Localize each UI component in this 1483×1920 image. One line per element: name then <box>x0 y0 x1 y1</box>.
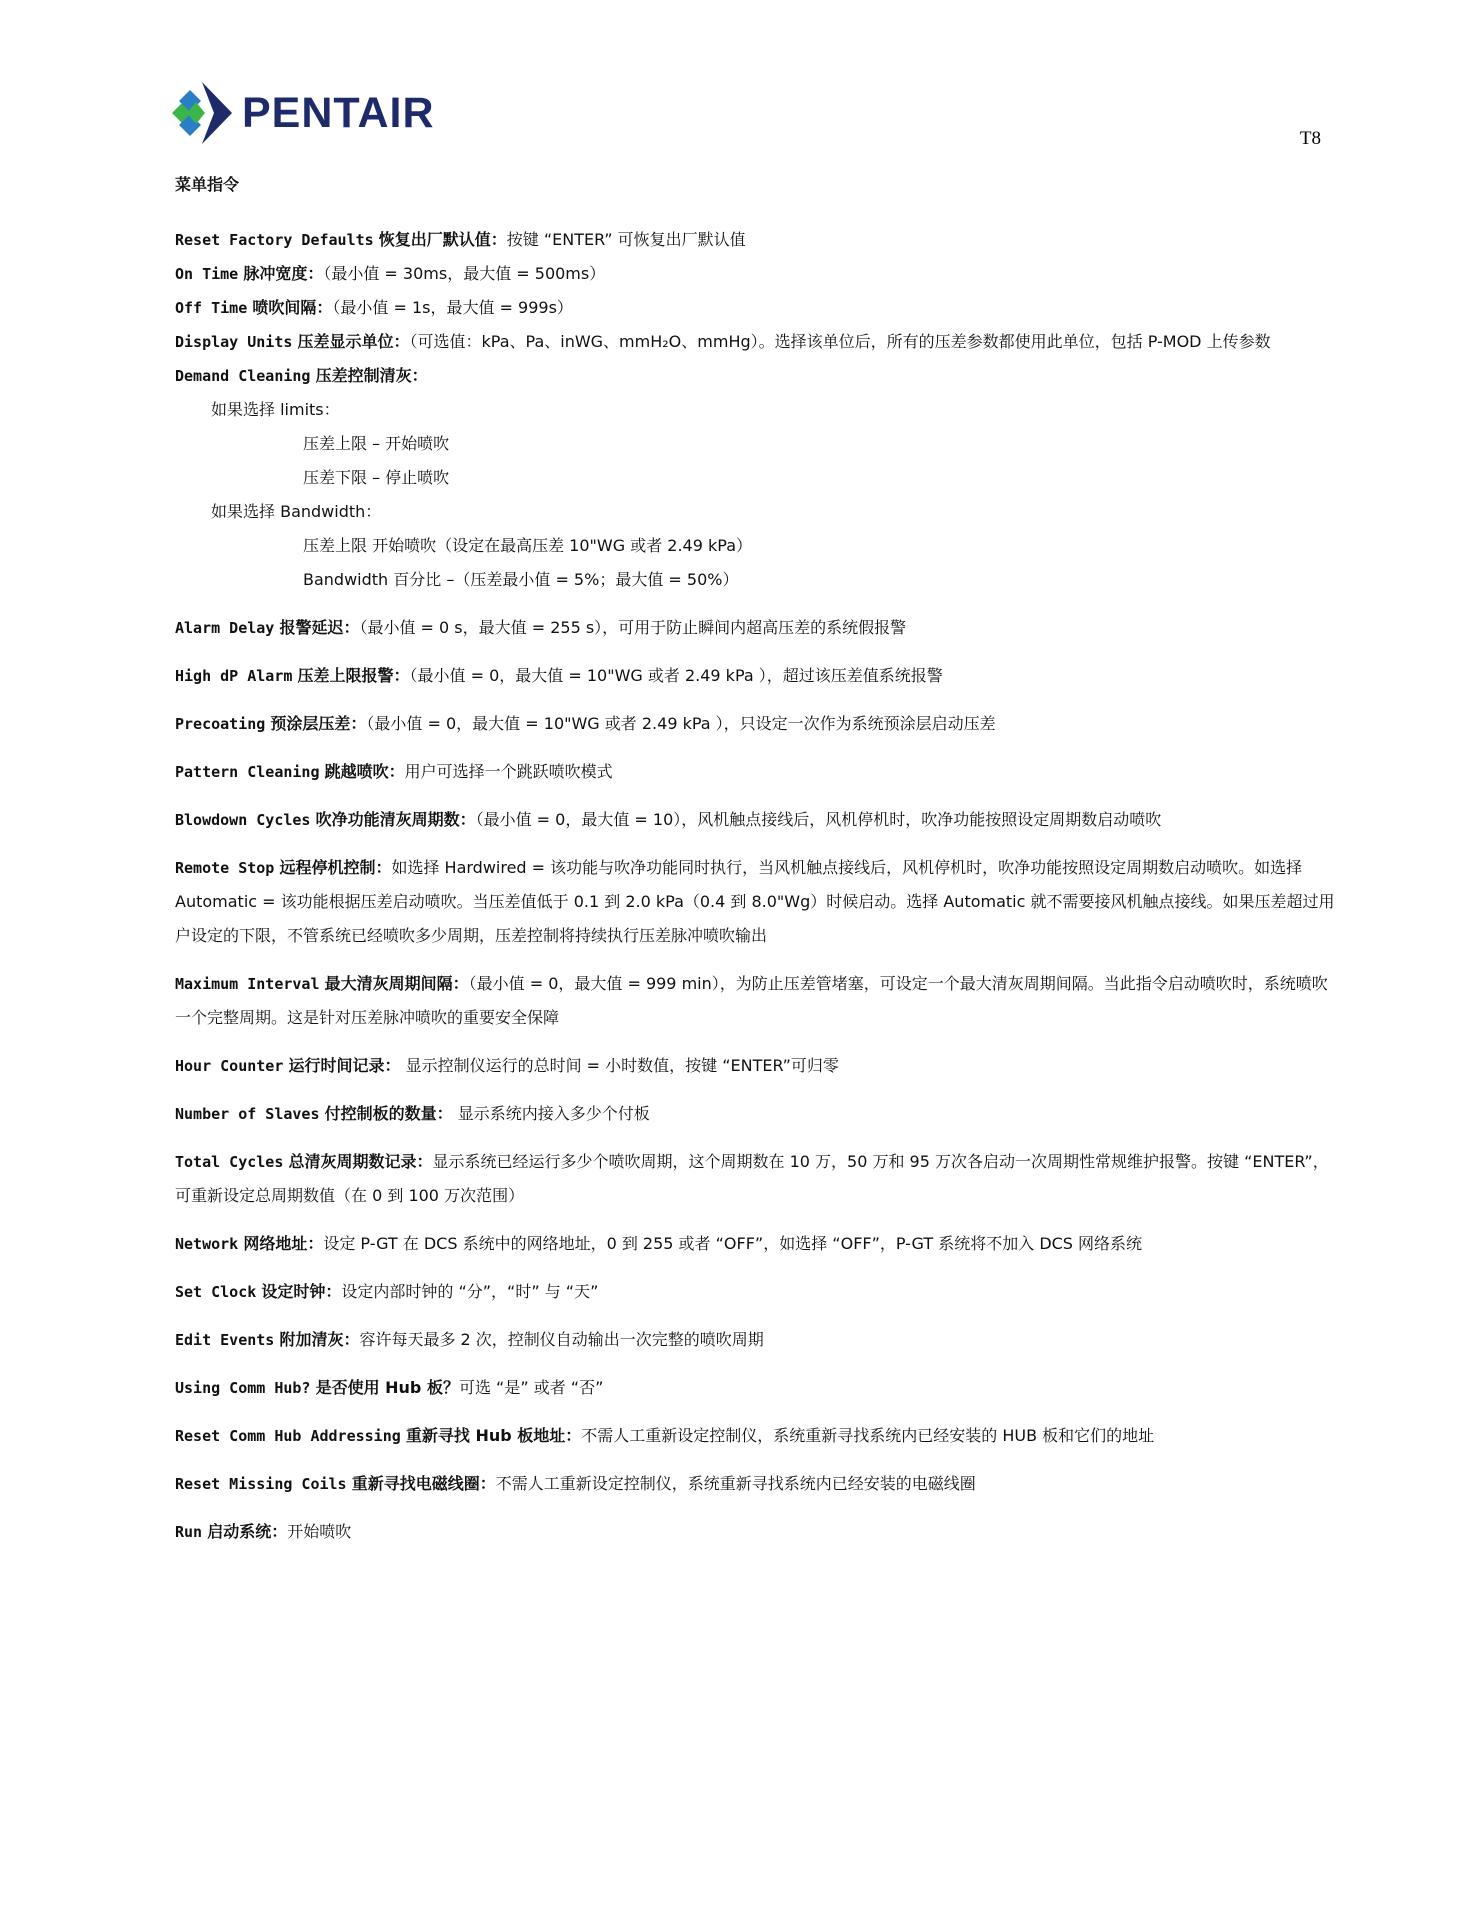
item-term: Precoating <box>175 715 266 733</box>
demand-bandwidth-percent: Bandwidth 百分比 –（压差最小值 = 5%；最大值 = 50%） <box>303 570 739 589</box>
item-term: Using Comm Hub? <box>175 1379 311 1397</box>
item-cn: 跳越喷吹： <box>324 762 405 781</box>
item-network <box>175 1227 1335 1261</box>
item-cn: 是否使用 Hub 板？ <box>315 1378 459 1397</box>
item-reset-comm-hub-addressing <box>175 1419 1335 1453</box>
item-desc: （最小值 = 0，最大值 = 10"WG 或者 2.49 kPa ），只设定一次作为系统预涂层启动压差 <box>366 714 996 733</box>
item-desc: 如选择 Hardwired = 该功能与吹净功能同时执行，当风机触点接线后，风机停机时，吹净功能按照设定周期数启动喷吹。如选择 Automatic = 该功能根据压差启动喷吹。当压差值低于 0.1 到 2.0 kPa（0.4 到 8.0"Wg）时候启动。选择 Automatic 就不需要接风机触点接线。如果压差超过用户设定的下限，不管系统已经喷吹多少周期，压差控制将持续执行压差脉冲喷吹输出 <box>175 858 1335 945</box>
item-cn: 压差显示单位： <box>297 332 410 351</box>
item-desc: 设定 P-GT 在 DCS 系统中的网络地址，0 到 255 或者 “OFF”，如选择 “OFF”，P-GT 系统将不加入 DCS 网络系统 <box>323 1234 1143 1253</box>
item-off-time <box>175 291 1335 325</box>
pentair-mark-icon <box>172 82 232 144</box>
item-cn: 网络地址： <box>243 1234 324 1253</box>
item-blowdown-cycles <box>175 803 1335 837</box>
item-precoating <box>175 707 1335 741</box>
item-cn: 恢复出厂默认值： <box>378 230 507 249</box>
item-term: Total Cycles <box>175 1153 284 1171</box>
item-cn: 设定时钟： <box>261 1282 342 1301</box>
item-term: Maximum Interval <box>175 975 320 993</box>
demand-bandwidth-label: 如果选择 Bandwidth： <box>211 502 382 521</box>
item-alarm-delay <box>175 611 1335 645</box>
item-desc: 开始喷吹 <box>287 1522 352 1541</box>
item-reset-factory-defaults <box>175 223 1335 257</box>
item-set-clock <box>175 1275 1335 1309</box>
item-cn: 报警延迟： <box>279 618 360 637</box>
item-remote-stop <box>175 851 1335 953</box>
page-id: T8 <box>1299 128 1321 149</box>
item-term: High dP Alarm <box>175 667 293 685</box>
item-desc: （最小值 = 0，最大值 = 10"WG 或者 2.49 kPa ），超过该压差值系统报警 <box>409 666 943 685</box>
item-desc: 显示系统已经运行多少个喷吹周期，这个周期数在 10 万，50 万和 95 万次各启动一次周期性常规维护报警。按键 “ENTER”，可重新设定总周期数值（在 0 到 100 万次范围） <box>175 1152 1329 1205</box>
item-term: Reset Factory Defaults <box>175 231 374 249</box>
demand-limits-upper: 压差上限 – 开始喷吹 <box>303 434 450 453</box>
section-title: 菜单指令 <box>175 175 240 194</box>
item-reset-missing-coils <box>175 1467 1335 1501</box>
item-run <box>175 1515 1335 1549</box>
item-cn: 重新寻找电磁线圈： <box>351 1474 496 1493</box>
item-desc: 用户可选择一个跳跃喷吹模式 <box>404 762 613 781</box>
item-desc: （最小值 = 1s，最大值 = 999s） <box>332 298 573 317</box>
item-cn: 启动系统： <box>207 1522 288 1541</box>
item-term: Reset Comm Hub Addressing <box>175 1427 401 1445</box>
document-body <box>175 172 1335 1549</box>
item-desc: 不需人工重新设定控制仪，系统重新寻找系统内已经安装的 HUB 板和它们的地址 <box>581 1426 1155 1445</box>
item-desc: （最小值 = 0，最大值 = 999 min），为防止压差管堵塞，可设定一个最大清灰周期间隔。当此指令启动喷吹时，系统喷吹一个完整周期。这是针对压差脉冲喷吹的重要安全保障 <box>175 974 1328 1027</box>
item-desc: （最小值 = 0，最大值 = 10），风机触点接线后，风机停机时，吹净功能按照设定周期数启动喷吹 <box>475 810 1162 829</box>
item-desc: 显示控制仪运行的总时间 = 小时数值，按键 “ENTER”可归零 <box>400 1056 839 1075</box>
demand-limits-lower: 压差下限 – 停止喷吹 <box>303 468 450 487</box>
item-cn: 最大清灰周期间隔： <box>324 974 469 993</box>
item-desc: 显示系统内接入多少个付板 <box>452 1104 650 1123</box>
item-pattern-cleaning <box>175 755 1335 789</box>
item-number-of-slaves <box>175 1097 1335 1131</box>
item-hour-counter <box>175 1049 1335 1083</box>
item-term: Blowdown Cycles <box>175 811 311 829</box>
item-maximum-interval <box>175 967 1335 1035</box>
item-demand-cleaning <box>175 359 1335 393</box>
item-term: Demand Cleaning <box>175 367 311 385</box>
item-on-time <box>175 257 1335 291</box>
item-term: Display Units <box>175 333 293 351</box>
item-term: Hour Counter <box>175 1057 284 1075</box>
item-high-dp-alarm <box>175 659 1335 693</box>
brand-name: PENTAIR <box>242 88 435 137</box>
item-term: Set Clock <box>175 1283 257 1301</box>
item-total-cycles <box>175 1145 1335 1213</box>
item-using-comm-hub <box>175 1371 1335 1405</box>
item-term: Number of Slaves <box>175 1105 320 1123</box>
item-cn: 吹净功能清灰周期数： <box>315 810 476 829</box>
item-term: On Time <box>175 265 239 283</box>
item-term: Network <box>175 1235 239 1253</box>
item-cn: 附加清灰： <box>279 1330 360 1349</box>
item-desc: （最小值 = 0 s，最大值 = 255 s），可用于防止瞬间内超高压差的系统假报警 <box>359 618 907 637</box>
item-cn: 付控制板的数量： <box>324 1104 453 1123</box>
item-term: Edit Events <box>175 1331 275 1349</box>
demand-bandwidth-upper: 压差上限 开始喷吹（设定在最高压差 10"WG 或者 2.49 kPa） <box>303 536 752 555</box>
item-desc: 不需人工重新设定控制仪，系统重新寻找系统内已经安装的电磁线圈 <box>495 1474 976 1493</box>
item-cn: 预涂层压差： <box>270 714 367 733</box>
item-cn: 重新寻找 Hub 板地址： <box>405 1426 582 1445</box>
item-term: Reset Missing Coils <box>175 1475 347 1493</box>
item-cn: 压差上限报警： <box>297 666 410 685</box>
item-cn: 喷吹间隔： <box>252 298 333 317</box>
item-term: Pattern Cleaning <box>175 763 320 781</box>
item-cn: 总清灰周期数记录： <box>288 1152 433 1171</box>
item-desc: （最小值 = 30ms，最大值 = 500ms） <box>323 264 606 283</box>
item-desc: 容许每天最多 2 次，控制仪自动输出一次完整的喷吹周期 <box>359 1330 764 1349</box>
item-cn: 压差控制清灰： <box>315 366 428 385</box>
item-term: Alarm Delay <box>175 619 275 637</box>
item-desc: （可选值：kPa、Pa、inWG、mmH₂O、mmHg）。选择该单位后，所有的压差参数都使用此单位，包括 P-MOD 上传参数 <box>409 332 1271 351</box>
item-edit-events <box>175 1323 1335 1357</box>
item-cn: 脉冲宽度： <box>243 264 324 283</box>
demand-limits-label: 如果选择 limits： <box>211 400 340 419</box>
item-cn: 运行时间记录： <box>288 1056 401 1075</box>
item-term: Off Time <box>175 299 248 317</box>
item-desc: 按键 “ENTER” 可恢复出厂默认值 <box>506 230 746 249</box>
item-term: Run <box>175 1523 203 1541</box>
item-cn: 远程停机控制： <box>279 858 392 877</box>
item-display-units <box>175 325 1335 359</box>
item-desc: 可选 “是” 或者 “否” <box>458 1378 604 1397</box>
pentair-logo <box>172 82 435 144</box>
item-desc: 设定内部时钟的 “分”，“时” 与 “天” <box>341 1282 599 1301</box>
item-term: Remote Stop <box>175 859 275 877</box>
